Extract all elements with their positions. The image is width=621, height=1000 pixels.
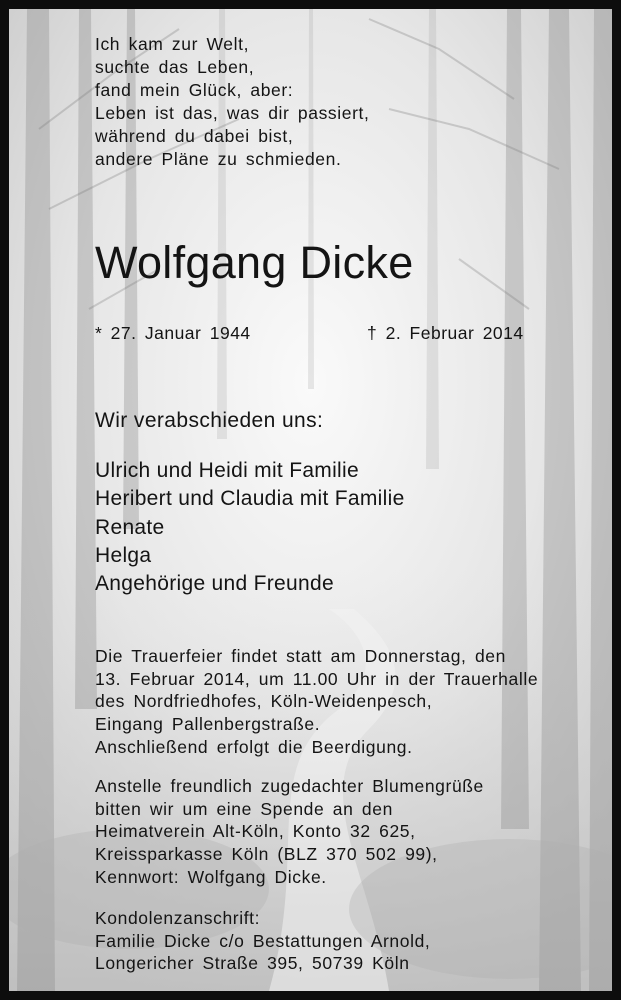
birth-date: * 27. Januar 1944 <box>95 323 251 343</box>
death-date: † 2. Februar 2014 <box>367 323 524 343</box>
mourner: Heribert und Claudia mit Familie <box>95 487 405 511</box>
donation-info <box>95 775 484 889</box>
obituary-content <box>95 33 595 974</box>
ceremony-line: Eingang Pallenbergstraße. <box>95 714 321 735</box>
ceremony-line: des Nordfriedhofes, Köln-Weidenpesch, <box>95 691 433 712</box>
condolence-line: Longericher Straße 395, 50739 Köln <box>95 953 410 974</box>
condolence-address <box>95 907 430 975</box>
donation-line: bitten wir um eine Spende an den <box>95 798 393 819</box>
poem-line: während du dabei bist, <box>95 126 294 146</box>
donation-line: Heimatverein Alt-Köln, Konto 32 625, <box>95 821 416 842</box>
mourner: Angehörige und Freunde <box>95 572 334 596</box>
ceremony-line: Die Trauerfeier findet statt am Donnerstag, den <box>95 646 506 666</box>
poem-line: Ich kam zur Welt, <box>95 34 250 54</box>
poem <box>95 33 595 171</box>
condolence-line: Kondolenzanschrift: <box>95 908 261 928</box>
ceremony-line: Anschließend erfolgt die Beerdigung. <box>95 736 413 757</box>
poem-line: Leben ist das, was dir passiert, <box>95 103 370 123</box>
poem-line: suchte das Leben, <box>95 57 255 77</box>
mourner: Helga <box>95 543 152 567</box>
mourners-list <box>95 457 405 598</box>
poem-line: andere Pläne zu schmieden. <box>95 149 342 169</box>
poem-line: fand mein Glück, aber: <box>95 80 294 100</box>
donation-line: Kennwort: Wolfgang Dicke. <box>95 866 327 887</box>
donation-line: Anstelle freundlich zugedachter Blumengrüße <box>95 776 484 796</box>
mourner: Ulrich und Heidi mit Familie <box>95 459 359 482</box>
ceremony-info <box>95 645 538 759</box>
donation-line: Kreissparkasse Köln (BLZ 370 502 99), <box>95 844 438 865</box>
farewell-heading: Wir verabschieden uns: <box>95 409 324 432</box>
mourner: Renate <box>95 515 165 539</box>
deceased-name: Wolfgang Dicke <box>95 237 414 288</box>
ceremony-line: 13. Februar 2014, um 11.00 Uhr in der Trauerhalle <box>95 668 539 689</box>
condolence-line: Familie Dicke c/o Bestattungen Arnold, <box>95 930 431 951</box>
